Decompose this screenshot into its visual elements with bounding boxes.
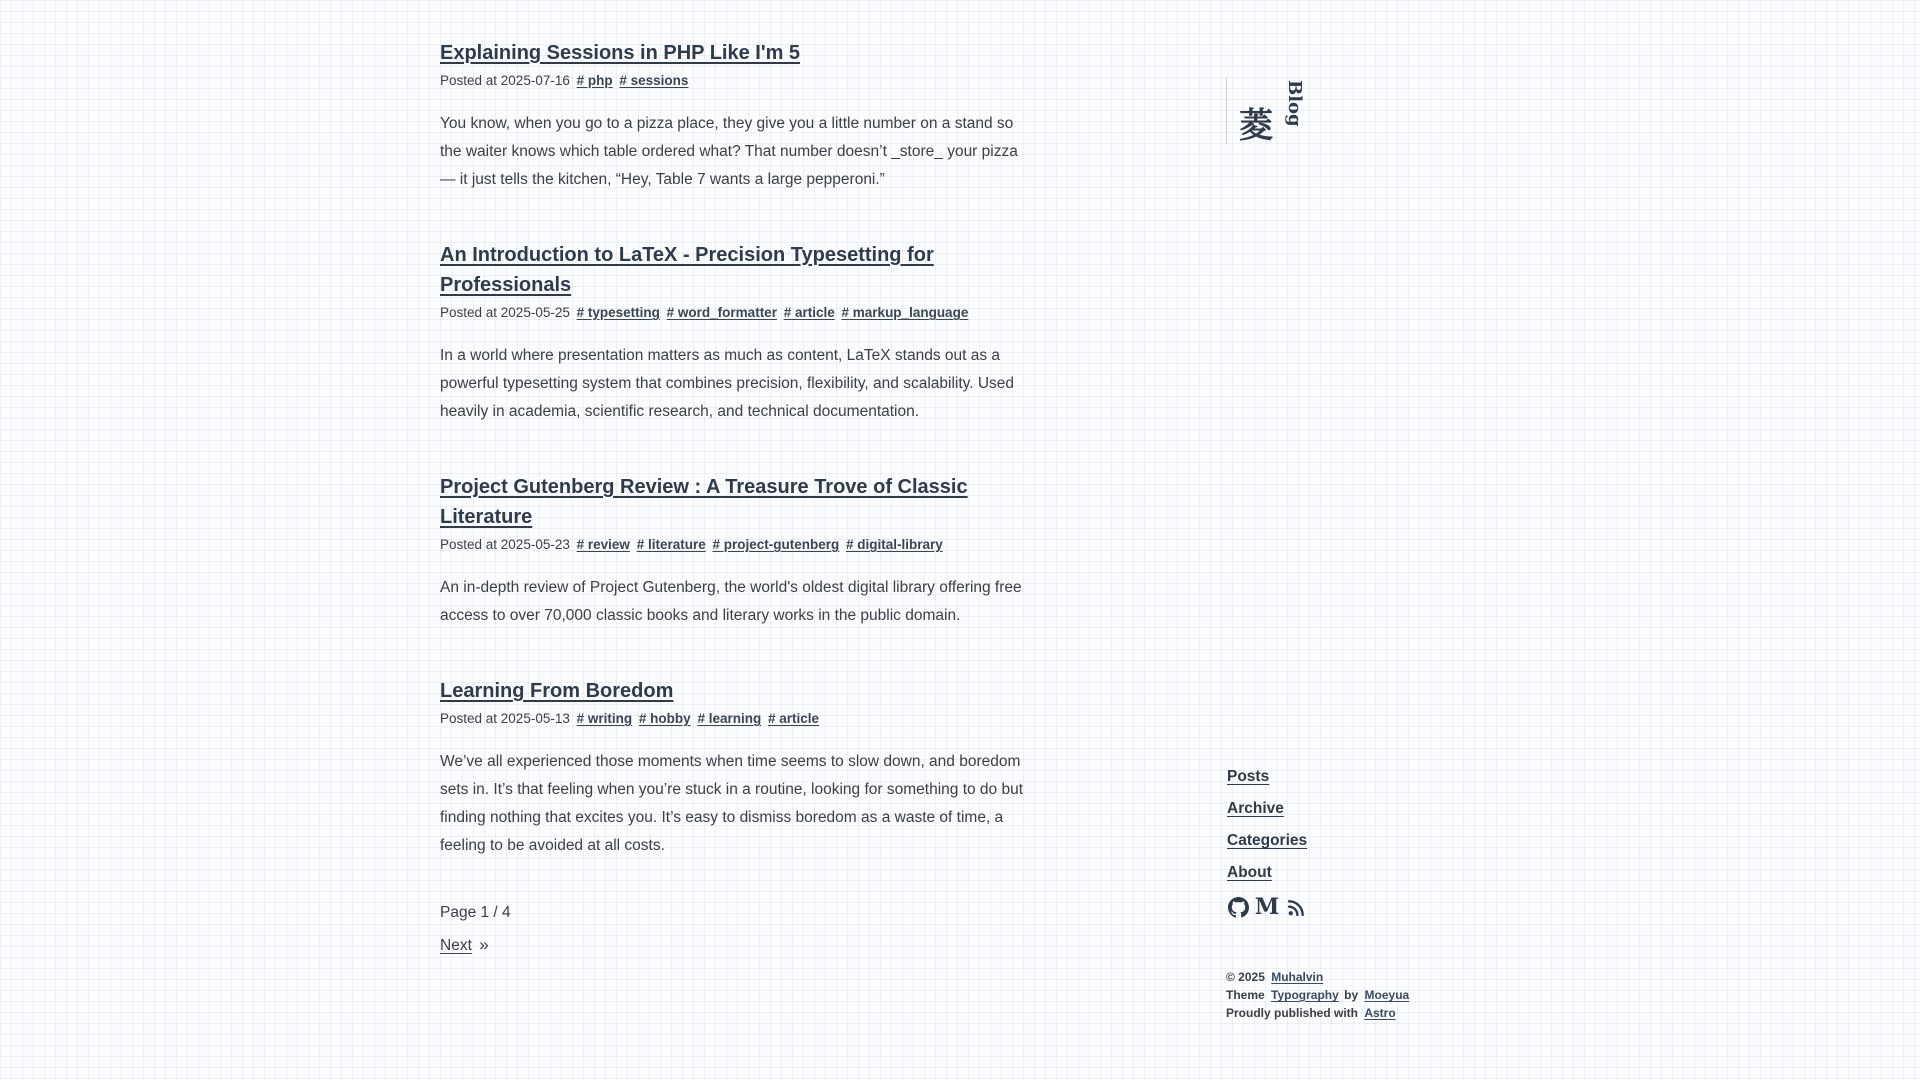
published-line xyxy=(1226,1004,1411,1022)
tag-link[interactable]: # markup_language xyxy=(841,305,969,320)
rss-icon[interactable] xyxy=(1285,896,1307,918)
copyright-line xyxy=(1226,968,1411,986)
tag-link[interactable]: # literature xyxy=(636,537,706,552)
site-footer xyxy=(1226,968,1411,1022)
tag-link[interactable]: # typesetting xyxy=(576,305,660,320)
nav-item-categories[interactable]: Categories xyxy=(1227,832,1308,849)
post-meta xyxy=(440,535,1025,555)
tag-link[interactable]: # word_formatter xyxy=(666,305,777,320)
astro-link[interactable]: Astro xyxy=(1364,1006,1396,1020)
post-date: Posted at 2025-05-25 xyxy=(440,305,570,320)
post-excerpt: You know, when you go to a pizza place, they give you a little number on a stand so the waiter knows which table ordered what? That number doesn’t _store_ your pizza — it just tells the kitchen, “Hey, Table 7 wants a large pepperoni.” xyxy=(440,115,1018,188)
theme-line xyxy=(1226,986,1411,1004)
theme-link[interactable]: Typography xyxy=(1271,988,1339,1002)
post-title xyxy=(440,676,1025,706)
post-title-link[interactable]: An Introduction to LaTeX - Precision Typesetting for Professionals xyxy=(440,244,934,296)
post-item xyxy=(440,240,1025,426)
nav-item-archive[interactable]: Archive xyxy=(1227,800,1284,817)
post-title-link[interactable]: Project Gutenberg Review : A Treasure Trove of Classic Literature xyxy=(440,476,968,528)
post-date: Posted at 2025-07-16 xyxy=(440,73,570,88)
rss-icon-glyph xyxy=(1288,899,1305,916)
published-label: Proudly published with xyxy=(1226,1006,1358,1020)
medium-icon[interactable]: M xyxy=(1254,894,1280,920)
tag-link[interactable]: # project-gutenberg xyxy=(712,537,840,552)
sidebar xyxy=(1226,78,1486,1018)
sidebar-nav xyxy=(1227,761,1307,889)
copyright-text: © 2025 xyxy=(1226,970,1265,984)
tag-link[interactable]: # learning xyxy=(697,711,762,726)
post-date: Posted at 2025-05-23 xyxy=(440,537,570,552)
social-links xyxy=(1227,896,1307,918)
post-list xyxy=(440,38,1025,955)
brand-text: Blog xyxy=(1284,80,1305,127)
page-indicator: Page 1 / 4 xyxy=(440,904,511,921)
brand-logo-glyph: 菱 xyxy=(1239,106,1273,142)
nav-item-posts[interactable]: Posts xyxy=(1227,768,1270,785)
post-title xyxy=(440,472,1025,532)
next-page-link[interactable]: Next xyxy=(440,937,472,954)
post-meta xyxy=(440,303,1025,323)
post-item xyxy=(440,38,1025,194)
post-meta xyxy=(440,709,1025,729)
next-page xyxy=(440,935,489,955)
pagination xyxy=(440,900,1025,955)
post-meta xyxy=(440,71,1025,91)
post-item xyxy=(440,472,1025,630)
nav-item-about[interactable]: About xyxy=(1227,864,1272,881)
author-link[interactable]: Muhalvin xyxy=(1271,970,1324,984)
post-item xyxy=(440,676,1025,860)
tag-link[interactable]: # article xyxy=(783,305,835,320)
post-title-link[interactable]: Learning From Boredom xyxy=(440,680,674,702)
post-excerpt: In a world where presentation matters as much as content, LaTeX stands out as a powerful typesetting system that combines precision, flexibility, and scalability. Used heavily in academia, scientific research, and technical documentation. xyxy=(440,347,1015,420)
github-icon-glyph xyxy=(1228,897,1249,918)
post-excerpt: An in-depth review of Project Gutenberg, the world's oldest digital library offering free access to over 70,000 classic books and literary works in the public domain. xyxy=(440,579,1022,624)
github-icon[interactable] xyxy=(1227,896,1249,918)
tag-link[interactable]: # writing xyxy=(576,711,633,726)
tag-link[interactable]: # review xyxy=(576,537,630,552)
by-label: by xyxy=(1344,988,1359,1002)
brand-logo-icon xyxy=(1239,104,1273,142)
post-excerpt: We’ve all experienced those moments when time seems to slow down, and boredom sets in. It’s that feeling when you’re stuck in a routine, looking for something to do but finding nothing that excites you. It’s easy to dismiss boredom as a waste of time, a feeling to be avoided at all costs. xyxy=(440,753,1024,854)
post-title-link[interactable]: Explaining Sessions in PHP Like I'm 5 xyxy=(440,42,801,64)
theme-label: Theme xyxy=(1226,988,1265,1002)
tag-link[interactable]: # sessions xyxy=(619,73,689,88)
tag-link[interactable]: # article xyxy=(767,711,820,726)
site-brand[interactable] xyxy=(1226,78,1305,144)
post-title xyxy=(440,38,1025,68)
double-chevron-right-icon: » xyxy=(479,935,489,954)
tag-link[interactable]: # hobby xyxy=(638,711,691,726)
tag-link[interactable]: # digital-library xyxy=(846,537,943,552)
post-title xyxy=(440,240,1025,300)
tag-link[interactable]: # php xyxy=(576,73,613,88)
theme-author-link[interactable]: Moeyua xyxy=(1364,988,1410,1002)
post-date: Posted at 2025-05-13 xyxy=(440,711,570,726)
